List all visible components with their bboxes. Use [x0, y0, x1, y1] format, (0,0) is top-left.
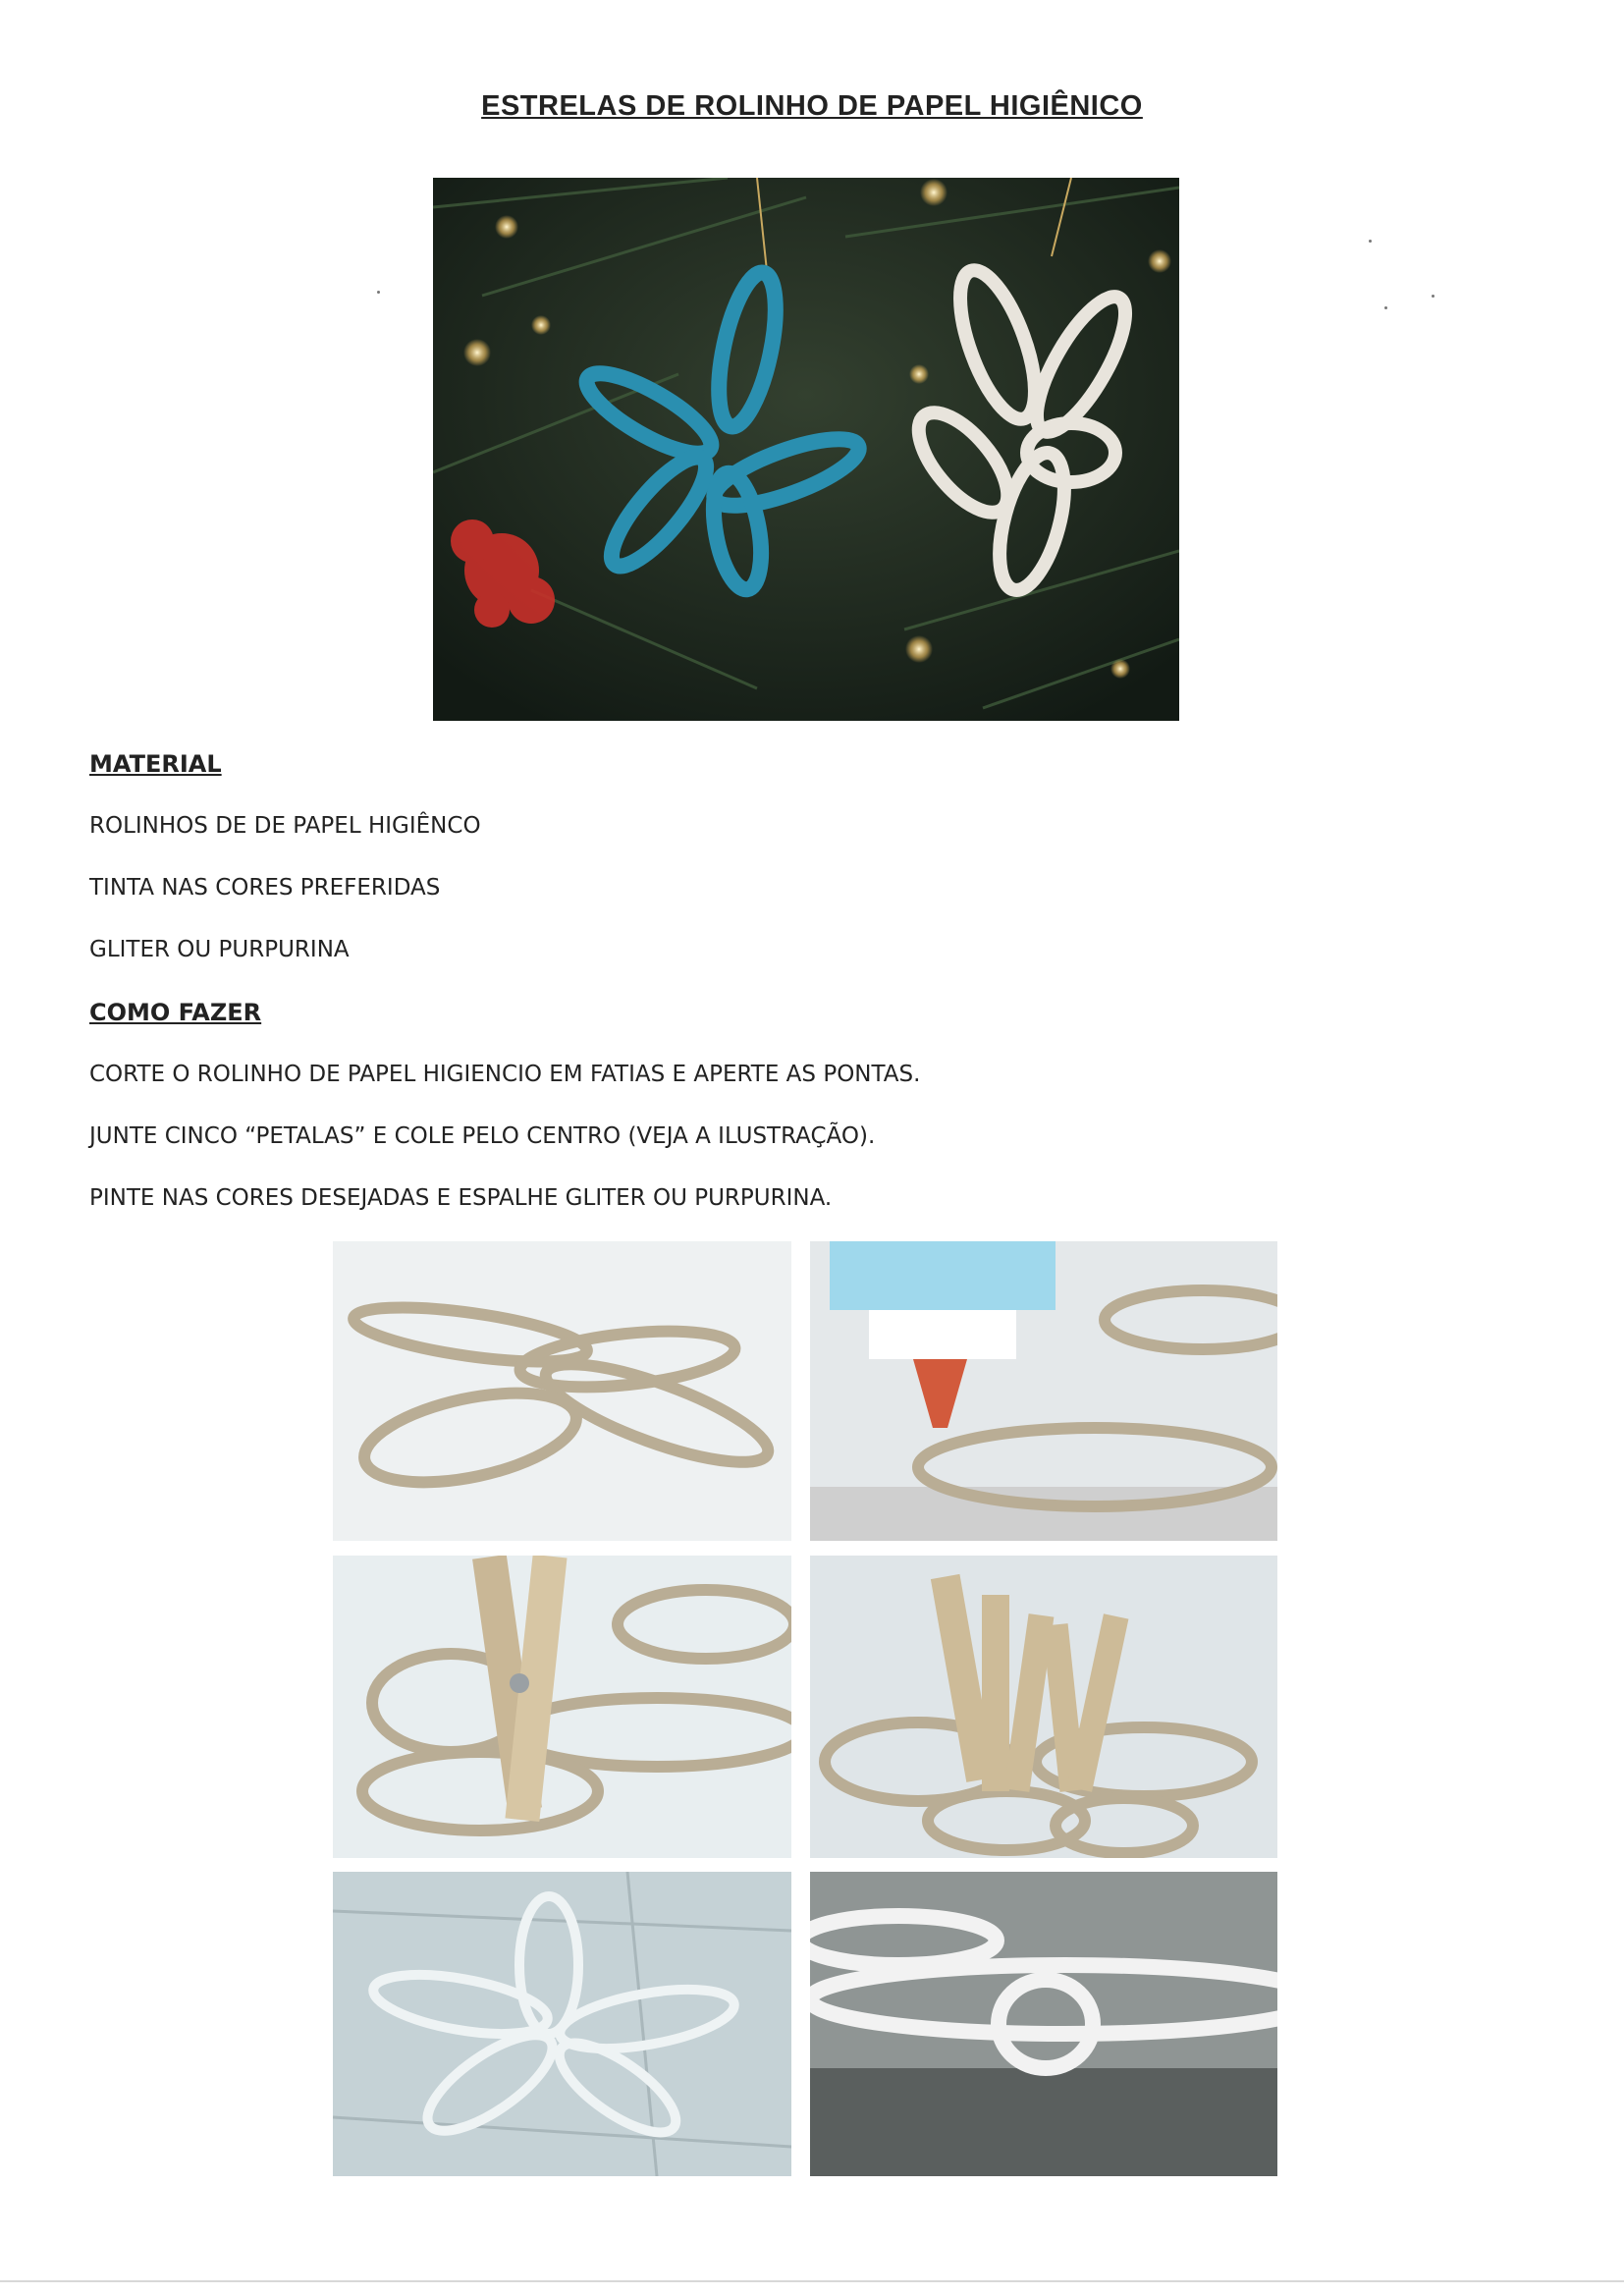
page-edge — [0, 2280, 1624, 2282]
scan-speck — [1432, 295, 1435, 298]
ornaments-illustration — [433, 178, 1179, 721]
scan-speck — [1384, 306, 1387, 309]
material-item: TINTA NAS CORES PREFERIDAS — [89, 875, 441, 901]
step-photo-slices — [333, 1241, 791, 1541]
instruction-step: JUNTE CINCO “PETALAS” E COLE PELO CENTRO (VEJA A ILUSTRAÇÃO). — [89, 1123, 876, 1149]
scan-speck — [1369, 240, 1372, 243]
step-photo-painted-star — [333, 1872, 791, 2176]
step-photo-many-clothespins — [810, 1556, 1277, 1858]
material-item: GLITER OU PURPURINA — [89, 937, 350, 962]
como-fazer-heading: COMO FAZER — [89, 999, 262, 1026]
scan-speck — [377, 291, 380, 294]
page-title: ESTRELAS DE ROLINHO DE PAPEL HIGIÊNICO — [481, 90, 1143, 122]
instruction-step: CORTE O ROLINHO DE PAPEL HIGIENCIO EM FATIAS E APERTE AS PONTAS. — [89, 1062, 921, 1087]
material-heading: MATERIAL — [89, 750, 222, 778]
hero-photo-ornaments — [433, 178, 1179, 721]
step-photo-glitter — [810, 1872, 1277, 2176]
instruction-step: PINTE NAS CORES DESEJADAS E ESPALHE GLITER OU PURPURINA. — [89, 1185, 833, 1211]
material-item: ROLINHOS DE DE PAPEL HIGIÊNCO — [89, 813, 481, 839]
step-photo-glue — [810, 1241, 1277, 1541]
step-photo-clothespin — [333, 1556, 791, 1858]
